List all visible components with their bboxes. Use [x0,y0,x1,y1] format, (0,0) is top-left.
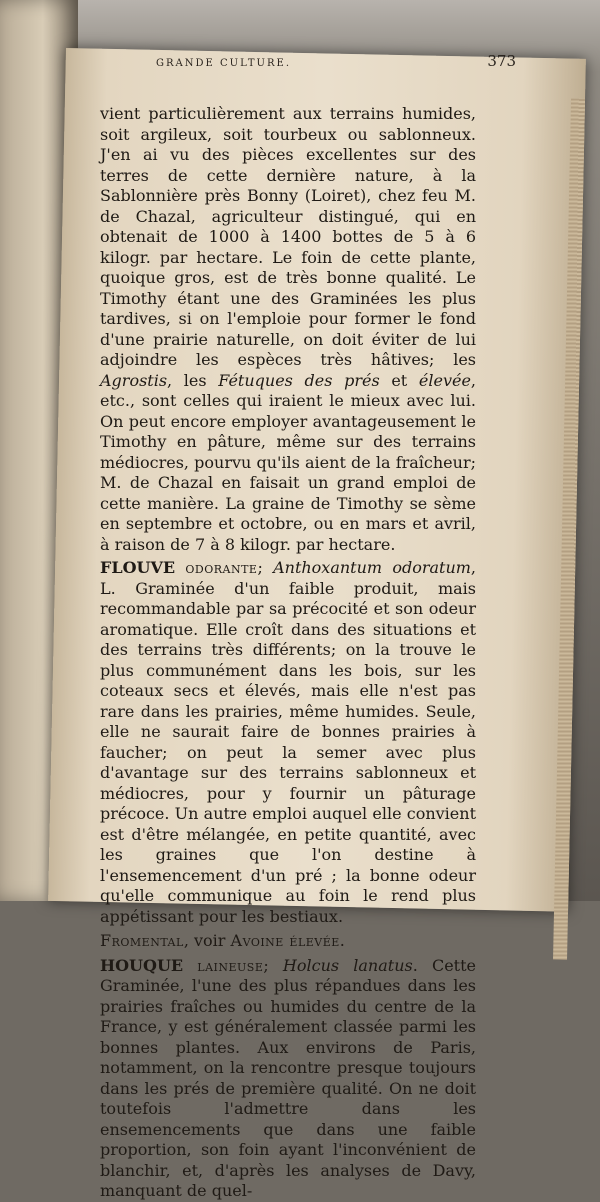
page-body [100,104,476,1202]
left-page-ghost-text [4,38,64,41]
flouve-name: FLOUVE [100,558,176,577]
flouve-entry: FLOUVE odorante; Anthoxantum odoratum, L. Graminée d'un faible produit, mais recommandable par sa précocité et son odeur aromatique. Elle croît dans des situations et des terrains très différents; on la trouve le plus communément dans les bois, sur les coteaux secs et élevés, mais elle n'est pas rare dans les prairies, même humides. Seule, elle ne saurait faire de bonnes prairies à faucher; on peut la semer avec plus d'avantage sur des terrains sablonneux et médiocres, pour y fournir un pâturage précoce. Un autre emploi auquel elle convient est d'être mélangée, en petite quantité, avec les graines que l'on destine à l'ensemencement d'un pré ; la bonne odeur qu'elle communique au foin le rend plus appétissant pour les bestiaux. [100,558,477,926]
page-header [156,52,516,70]
houque-latin: Holcus lanatus [282,955,413,975]
fromental-name: Fromental [100,931,184,950]
elevee-term: élevée [418,370,471,390]
fromental-entry: Fromental, voir Avoine élevée. [100,931,345,950]
running-head: GRANDE CULTURE. [156,58,291,69]
timothy-paragraph: vient particulièrement aux terrains humides, soit argileux, soit tourbeux ou sablonneux. J'en ai vu des pièces excellentes sur des terres de cette dernière nature, à la Sablonnière près Bonny (Loiret), chez feu M. de Chazal, agriculteur distingué, qui en obtenait de 1000 à 1400 bottes de 5 à 6 kilogr. par hectare. Le foin de cette plante, quoique gros, est de très bonne qualité. Le Timothy étant une des Graminées les plus tardives, si on l'emploie pour former le fond d'une prairie naturelle, on doit éviter de lui adjoindre les espèces très hâtives; les Agrostis, les Fétuques des prés et élevée, etc., sont celles qui iraient le mieux avec lui. On peut encore employer avantageusement le Timothy en pâture, même sur des terrains médiocres, pourvu qu'ils aient de la fraîcheur; M. de Chazal en faisait un grand emploi de cette manière. La graine de Timothy se sème en septembre et octobre, ou en mars et avril, à raison de 7 à 8 kilogr. par hectare. [100,104,477,554]
fetuques-term: Fétuques des prés [218,370,380,390]
agrostis-term: Agrostis [100,370,168,390]
fromental-ref: Avoine élevée [230,931,340,950]
houque-entry: HOUQUE laineuse; Holcus lanatus. Cette Graminée, l'une des plus répandues dans les prairies fraîches ou humides du centre de la France, y est généralement classée parmi les bonnes plantes. Aux environs de Paris, notamment, on la rencontre presque toujours dans les prés de première qualité. On ne doit toutefois l'admettre dans les ensemencements que dans une faible proportion, son foin ayant l'inconvénient de blanchir, et, d'après les analyses de Davy, manquant de quel- [100,955,477,1200]
flouve-qualifier: odorante [185,558,258,577]
page-number: 373 [487,52,516,70]
flouve-latin: Anthoxantum odoratum [273,558,471,577]
houque-name: HOUQUE [100,955,184,975]
houque-qualifier: laineuse [197,955,264,975]
